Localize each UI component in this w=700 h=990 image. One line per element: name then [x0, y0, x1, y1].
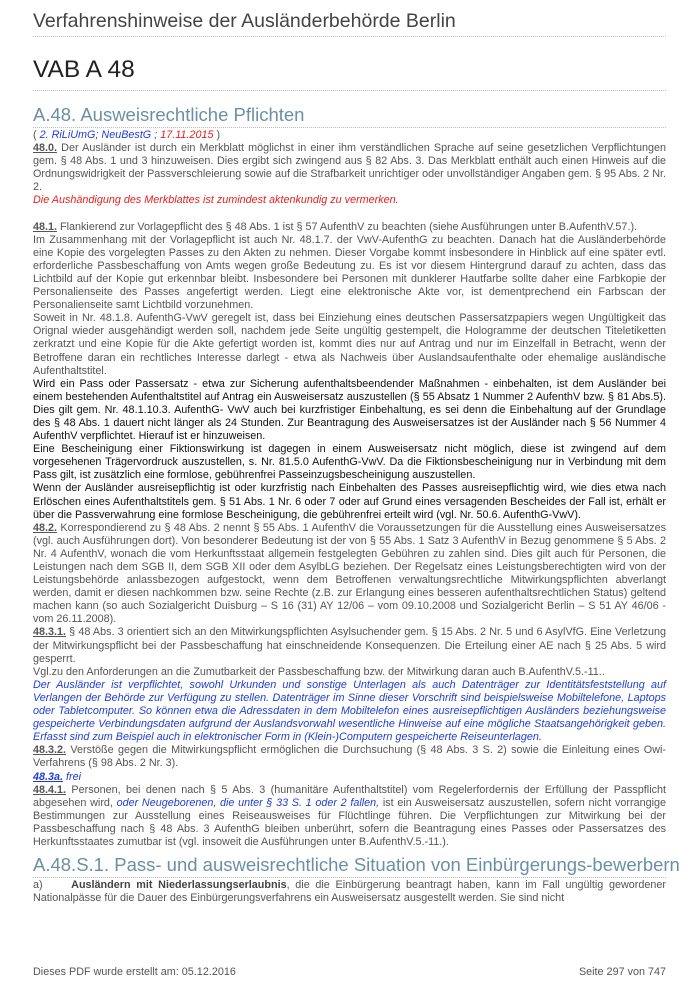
vab-title: VAB A 48: [33, 56, 666, 91]
header-title: Verfahrenshinweise der Ausländerbehörde Berlin: [33, 0, 666, 37]
section-number: 48.3.1.: [33, 626, 67, 639]
change-reference-link[interactable]: 2. RiLiUmG; NeuBestG: [39, 129, 152, 141]
section-number: 48.3.2.: [33, 744, 67, 757]
section-number: 48.4.1.: [33, 783, 67, 796]
section-number: 48.1.: [33, 220, 58, 233]
paragraph-48-1-text-4: Wird ein Pass oder Passersatz - etwa zur Sicherung aufenthaltsbeendender Maßnahmen - einbehalten, ist dem Ausländer bei einem bestehenden Aufenthaltstitel auf Antrag ein Ausweisersatz auszustellen (§ 55 Absatz 1 Nummer 2 AufenthV bzw. § 81 Abs.5). Dies gilt gem. Nr. 48.1.10.3. AufenthG- VwV auch bei kurzfristiger Einbehaltung, es sei denn die Einbehaltung auf der Grundlage des § 48 Abs. 1 dauert nicht länger als 24 Stunden. Zur Beantragung des Ausweisersatzes ist der Ausländer nach § 56 Nummer 4 AufenthV verpflichtet. Hierauf ist er hinzuweisen.: [33, 377, 666, 443]
section-2-title: A.48.S.1. Pass- und ausweisrechtliche Situation von Einbürgerungs-bewerbern: [33, 852, 666, 878]
section-number: 48.2.: [33, 521, 58, 534]
paragraph-48-1-text-3: Soweit in Nr. 48.1.8. AufenthG-VwV geregelt ist, dass bei Einziehung eines deutschen Passersatzpapiers wegen Ungültigkeit das Orignal wieder ausgehändigt werden soll, nachdem jede Seite ungültig gestempelt, die Hologramme der deutschen Titeletiketten zerkratzt und eine Kopie für die Akte gefertigt worden ist, kommt dies nur auf Antrag und nur im Einzelfall in Betracht, wenn der Betroffene daran ein rechtliches Interesse darlegt - etwa als Nachweis über Auslandsaufenthalte oder ehemalige ausländische Aufenthaltstitel.: [33, 312, 666, 377]
change-note: ( 2. RiLiUmG; NeuBestG ; 17.11.2015 ): [33, 129, 221, 141]
section-number: 48.0.: [33, 142, 58, 155]
document-body: [33, 129, 666, 849]
paragraph-48-3-1-text-2: Vgl.zu den Anforderungen an die Zumutbarkeit der Passbeschaffung bzw. der Mitwirkung daran auch B.AufenthV.5.-11..: [33, 665, 605, 678]
paragraph-48-0-note: Die Aushändigung des Merkblattes ist zumindest aktenkundig zu vermerken.: [33, 194, 399, 207]
paragraph-48-3-1: 48.3.1. § 48 Abs. 3 orientiert sich an den Mitwirkungspflichten Asylsuchender gem. § 15 Abs. 2 Nr. 5 und 6 AsylVfG. Eine Verletzung der Mitwirkungspflicht bei der Passbeschaffung hat einschneidende Konsequenzen. Die Erteilung einer AE nach § 25 Abs. 5 wird gesperrt.: [33, 626, 666, 665]
footer-created-date: Dieses PDF wurde erstellt am: 05.12.2016: [33, 966, 236, 978]
document-body-2: [33, 879, 666, 905]
footer-page-number: Seite 297 von 747: [578, 966, 666, 978]
paragraph-48-1-text-2: Im Zusammenhang mit der Vorlagepflicht ist auch Nr. 48.1.7. der VwV-AufenthG zu beachten. Danach hat die Ausländerbehörde eine Kopie des vorgelegten Passes zu den Akten zu nehmen. Dieser Vorgabe kommt insbesondere in Hinblick auf eine später evtl. erforderliche Passbeschaffung von Amts wegen große Bedeutung zu. Es ist vor diesem Hintergrund darauf zu achten, dass das Lichtbild auf der Kopie gut erkennbar bleibt. Insbesondere bei Personen mit dunklerer Hautfarbe sollte daher eine Farbkopie der Personalienseite des Passes angefertigt werden. Liegt eine elektronische Akte vor, ist dementprechend ein Farbscan der Personalienseite samt Lichtbild vorzunehmen.: [33, 233, 666, 312]
paragraph-s1-a: a) Ausländern mit Niederlassungserlaubnis, die die Einbürgerung beantragt haben, kann im Fall ungültig gewordener Nationalpässe für die Dauer des Einbürgerungsverfahrens ein Ausweisersatz ausgestellt werden. Sie sind nicht: [33, 879, 666, 905]
paragraph-48-3-1-amendment: Der Ausländer ist verpflichtet, sowohl Urkunden und sonstige Unterlagen als auch Datenträger zur Identitätsfeststellung auf Verlangen der Behörde zur Verfügung zu stellen. Datenträger im Sinne dieser Vorschrift sind beispielsweise Mobiltelefone, Laptops oder Tabletcomputer. So können etwa die Adressdaten in dem Mobiltelefon eines ausreisepflichtigen Ausländers beziehungsweise gespeicherte Verbindungsdaten aufgrund der Auslandsvorwahl wesentliche Hinweise auf eine mögliche Staatsangehörigkeit geben. Erfasst sind zum Beispiel auch in elektronischer Form in (Klein-)Computern gespeicherte Reiseunterlagen.: [33, 678, 666, 744]
footer: [33, 966, 666, 978]
paragraph-48-3-2: 48.3.2. Verstöße gegen die Mitwirkungspflicht ermöglichen die Durchsuchung (§ 48 Abs. 3 S. 2) sowie die Einleitung eines Owi-Verfahrens (§ 98 Abs. 2 Nr. 3).: [33, 744, 666, 770]
paragraph-48-4-1: 48.4.1. Personen, bei denen nach § 5 Abs. 3 (humanitäre Aufenthaltstitel) vom Regelerfordernis der Erfüllung der Passpflicht abgesehen wird, oder Neugeborenen, die unter § 33 S. 1 oder 2 fallen, ist ein Ausweisersatz auszustellen, sofern nicht vorrangige Bestimmungen zur Ausstellung eines Reiseausweises für Flüchtlinge führen. Die Verpflichtungen zur Mitwirkung bei der Passbeschaffung nach § 48 Abs. 3 AufenthG bleiben unberührt, sofern die Beantragung eines Passes oder Passersatzes des Herkunftsstaates zumutbar ist (vgl. insoweit die Ausführungen unter B.AufenthV.5.-11.).: [33, 783, 666, 848]
paragraph-48-0: 48.0. Der Ausländer ist durch ein Merkblatt möglichst in einer ihm verständlichen Sprache auf seine gesetzlichen Verpflichtungen gem. § 48 Abs. 1 und 3 hinzuweisen. Dies ergibt sich zwingend aus § 82 Abs. 3. Das Merkblatt enthält auch einen Hinweis auf die Ordnungswidrigkeit der Passverschleierung sowie auf die Strafbarkeit unrichtiger oder unvollständiger Angaben gem. § 95 Abs. 2 Nr. 2.: [33, 142, 666, 194]
paragraph-48-3a: 48.3a. frei: [33, 770, 82, 783]
paragraph-48-1-text-5: Eine Bescheinigung einer Fiktionswirkung ist dagegen in einem Ausweisersatz nicht möglich, diese ist zwingend auf dem vorgesehenen Trägervordruck auszustellen, s. Nr. 81.5.0 AufenthG-VwV. Da die Fiktionsbescheinigung nur in Verbindung mit dem Pass gilt, ist zusätzlich eine formlose, gebührenfrei Passeinzugsbescheinigung auszustellen.: [33, 443, 666, 482]
paragraph-48-2: 48.2. Korrespondierend zu § 48 Abs. 2 nennt § 55 Abs. 1 AufenthV die Voraussetzungen für die Ausstellung eines Ausweisersatzes (vgl. auch Ausführungen dort). Von besonderer Bedeutung ist der von § 55 Abs. 1 Satz 3 AufenthV in Bezug genommene § 5 Abs. 2 Nr. 4 AufenthV, wonach die vom Herkunftsstaat allgemein festgelegten Gebühren zu zahlen sind. Dies gilt auch für Personen, die Leistungen nach dem SGB II, dem SGB XII oder dem AsylbLG beziehen. Der Regelsatz eines Leistungsberechtigten wird von der Leistungsbehörde anlassbezogen aufgestockt, wenn dem Betroffenen verwaltungsrechtliche Mitwirkungspflichten abverlangt werden, damit er diesen nachkommen bzw. seine Rechte (z.B. zur Erlangung eines besseren aufenthaltsrechtlichen Status) geltend machen kann (so auch Sozialgericht Duisburg – S 16 (31) AY 12/06 – vom 09.10.2008 und Sozialgericht Berlin – S 51 AY 46/06 - vom 26.11.2008).: [33, 521, 666, 626]
paragraph-48-1-text-6: Wenn der Ausländer ausreisepflichtig ist oder kurzfristig nach Einbehalten des Passes ausreisepflichtig wird, wie dies etwa nach Erlöschen eines Aufenthaltstitels gem. § 51 Abs. 1 Nr. 6 oder 7 oder auf Grund eines versagenden Bescheides der Fall ist, erhält er über die Passverwahrung eine formlose Bescheinigung, die gebührenfrei erteilt wird (vgl. Nr. 50.6. AufenthG-VwV).: [33, 482, 666, 521]
change-date: 17.11.2015: [160, 129, 214, 141]
document-page: [33, 0, 680, 905]
paragraph-48-1: 48.1. Flankierend zur Vorlagepflicht des § 48 Abs. 1 ist § 57 AufenthV zu beachten (siehe Ausführungen unter B.AufenthV.57.).: [33, 220, 638, 233]
section-number: 48.3a.: [33, 770, 64, 783]
section-title: A.48. Ausweisrechtliche Pflichten: [33, 104, 666, 128]
